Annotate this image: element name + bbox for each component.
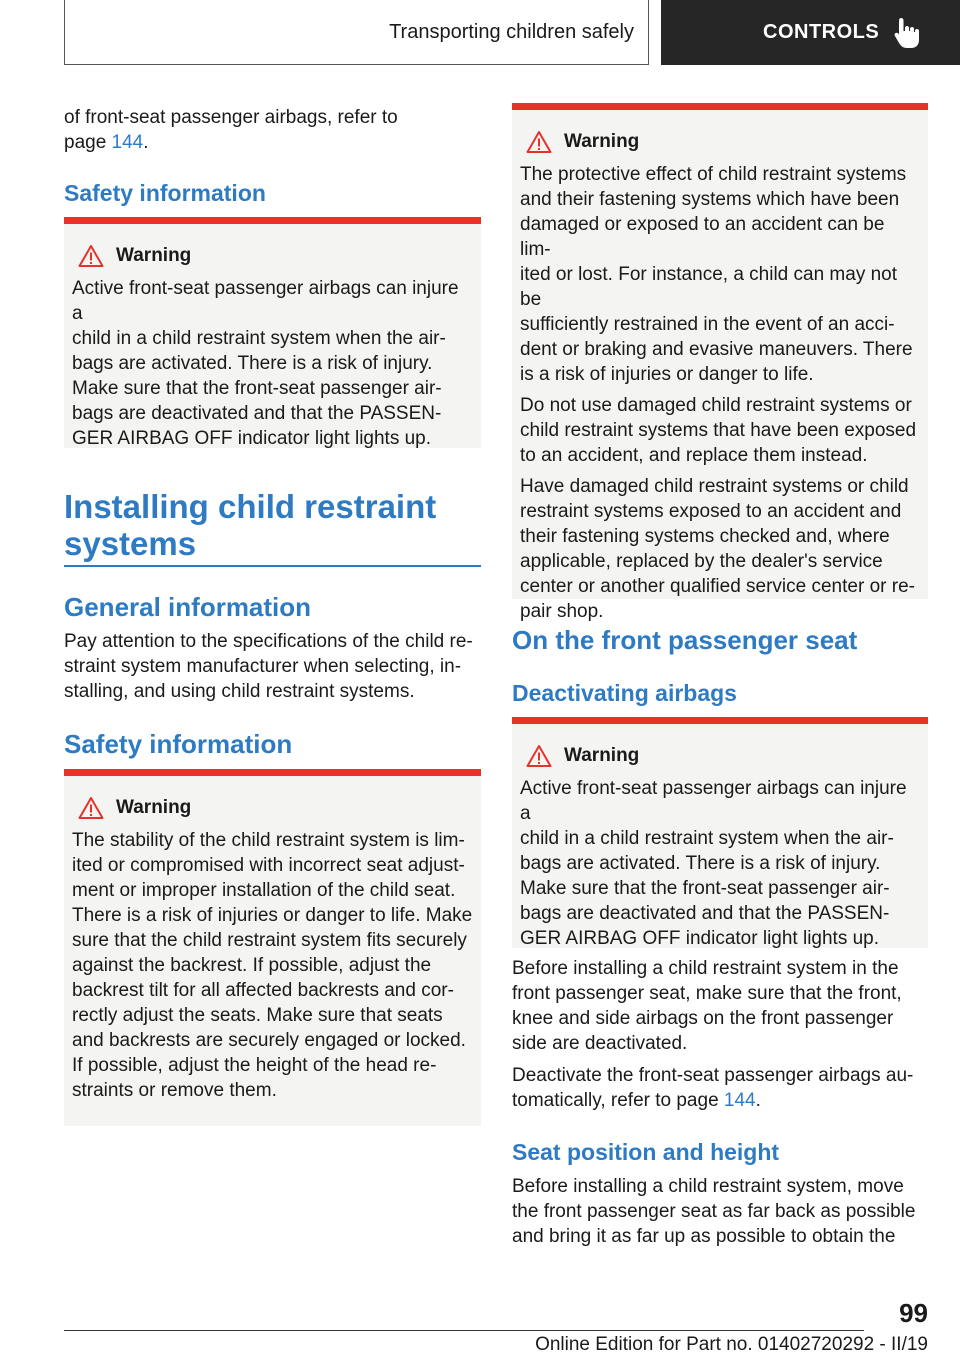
warning-box-1: Warning Active front-seat passenger airbags can injure a child in a child restraint system when the air- bags are activated. There is a risk of injury. Make sure that the front-seat passenger air- bags are deactivated and that the PASSEN- GER AIRBAG OFF indicator light lights up. (64, 217, 481, 448)
warning-triangle-icon (78, 244, 104, 268)
warning-title: Warning (520, 130, 920, 154)
warning-triangle-icon (526, 744, 552, 768)
footer-edition: Online Edition for Part no. 01402720292 - II/19 (535, 1334, 928, 1355)
warning-box-2: Warning The stability of the child restraint system is lim- ited or compromised with incorrect seat adjust- ment or improper installation of the child seat. There is a risk of injuries or danger to life. Make sure that the child restraint system fits securely against the backrest. If possible, adjust the backrest tilt for all affected backrests and cor- rectly adjust the seats. Make sure that seats and backrests are securely engaged or locked. If possible, adjust the height of the head re- straints or remove them. (64, 769, 481, 1126)
header-chapter-tab[interactable] (661, 0, 960, 65)
intro-page-suffix: . (143, 132, 149, 153)
seat-paragraph: Before installing a child restraint system, move the front passenger seat as far back as possible and bring it as far up as possible to obtain the (512, 1176, 916, 1247)
warning-box-3: Warning The protective effect of child restraint systems and their fastening systems which have been damaged or exposed to an accident can be lim- ited or lost. For instance, a child can may not be sufficiently restrained in the event of an acci- dent or braking and evasive maneuvers. There is a risk of injuries or danger to life. Do not use damaged child restraint systems or child restraint systems that have been exposed to an accident, and replace them instead. Have damaged child restraint systems or child restraint systems exposed to an accident and their fastening systems checked and, where applicable, replaced by the dealer's service center or another qualified service center or re- pair shop. (512, 103, 928, 599)
header-chapter-label: CONTROLS (763, 21, 880, 43)
general-heading: General information (64, 592, 312, 622)
hand-pointer-icon (893, 16, 923, 50)
header-section-title: Transporting children safely (389, 20, 634, 43)
installing-heading: Installing child restraint systems (64, 488, 437, 562)
warning-triangle-icon (78, 796, 104, 820)
intro-paragraph (64, 105, 481, 155)
general-paragraph: Pay attention to the specifications of the child re- straint system manufacturer when selecting, in- stalling, and using child restraint systems. (64, 631, 473, 702)
safety-heading-2: Safety information (64, 729, 293, 759)
footer-divider (64, 1330, 864, 1331)
section-divider (64, 565, 481, 567)
deactivate-paragraph: Deactivate the front-seat passenger airbags au- tomatically, refer to page 144. (512, 1065, 914, 1111)
seat-position-heading: Seat position and height (512, 1139, 780, 1165)
page-number: 99 (899, 1298, 928, 1328)
front-seat-heading: On the front passenger seat (512, 625, 858, 655)
warning-title: Warning (72, 244, 473, 268)
warning-title: Warning (72, 796, 473, 820)
page-link-144[interactable]: 144 (723, 1090, 756, 1111)
warning-triangle-icon (526, 130, 552, 154)
page-link-144[interactable]: 144 (111, 132, 144, 153)
safety-heading-1: Safety information (64, 180, 266, 206)
header-section-box (64, 0, 649, 65)
intro-page-prefix: page (64, 132, 112, 153)
deactivating-heading: Deactivating airbags (512, 680, 737, 706)
intro-line: of front-seat passenger airbags, refer to (64, 107, 398, 128)
warning-title: Warning (520, 744, 920, 768)
before-paragraph: Before installing a child restraint system in the front passenger seat, make sure that the front, knee and side airbags on the front passenger side are deactivated. (512, 958, 902, 1054)
warning-box-4: Warning Active front-seat passenger airbags can injure a child in a child restraint system when the air- bags are activated. There is a risk of injury. Make sure that the front-seat passenger air- bags are deactivated and that the PASSEN- GER AIRBAG OFF indicator light lights up. (512, 717, 928, 948)
